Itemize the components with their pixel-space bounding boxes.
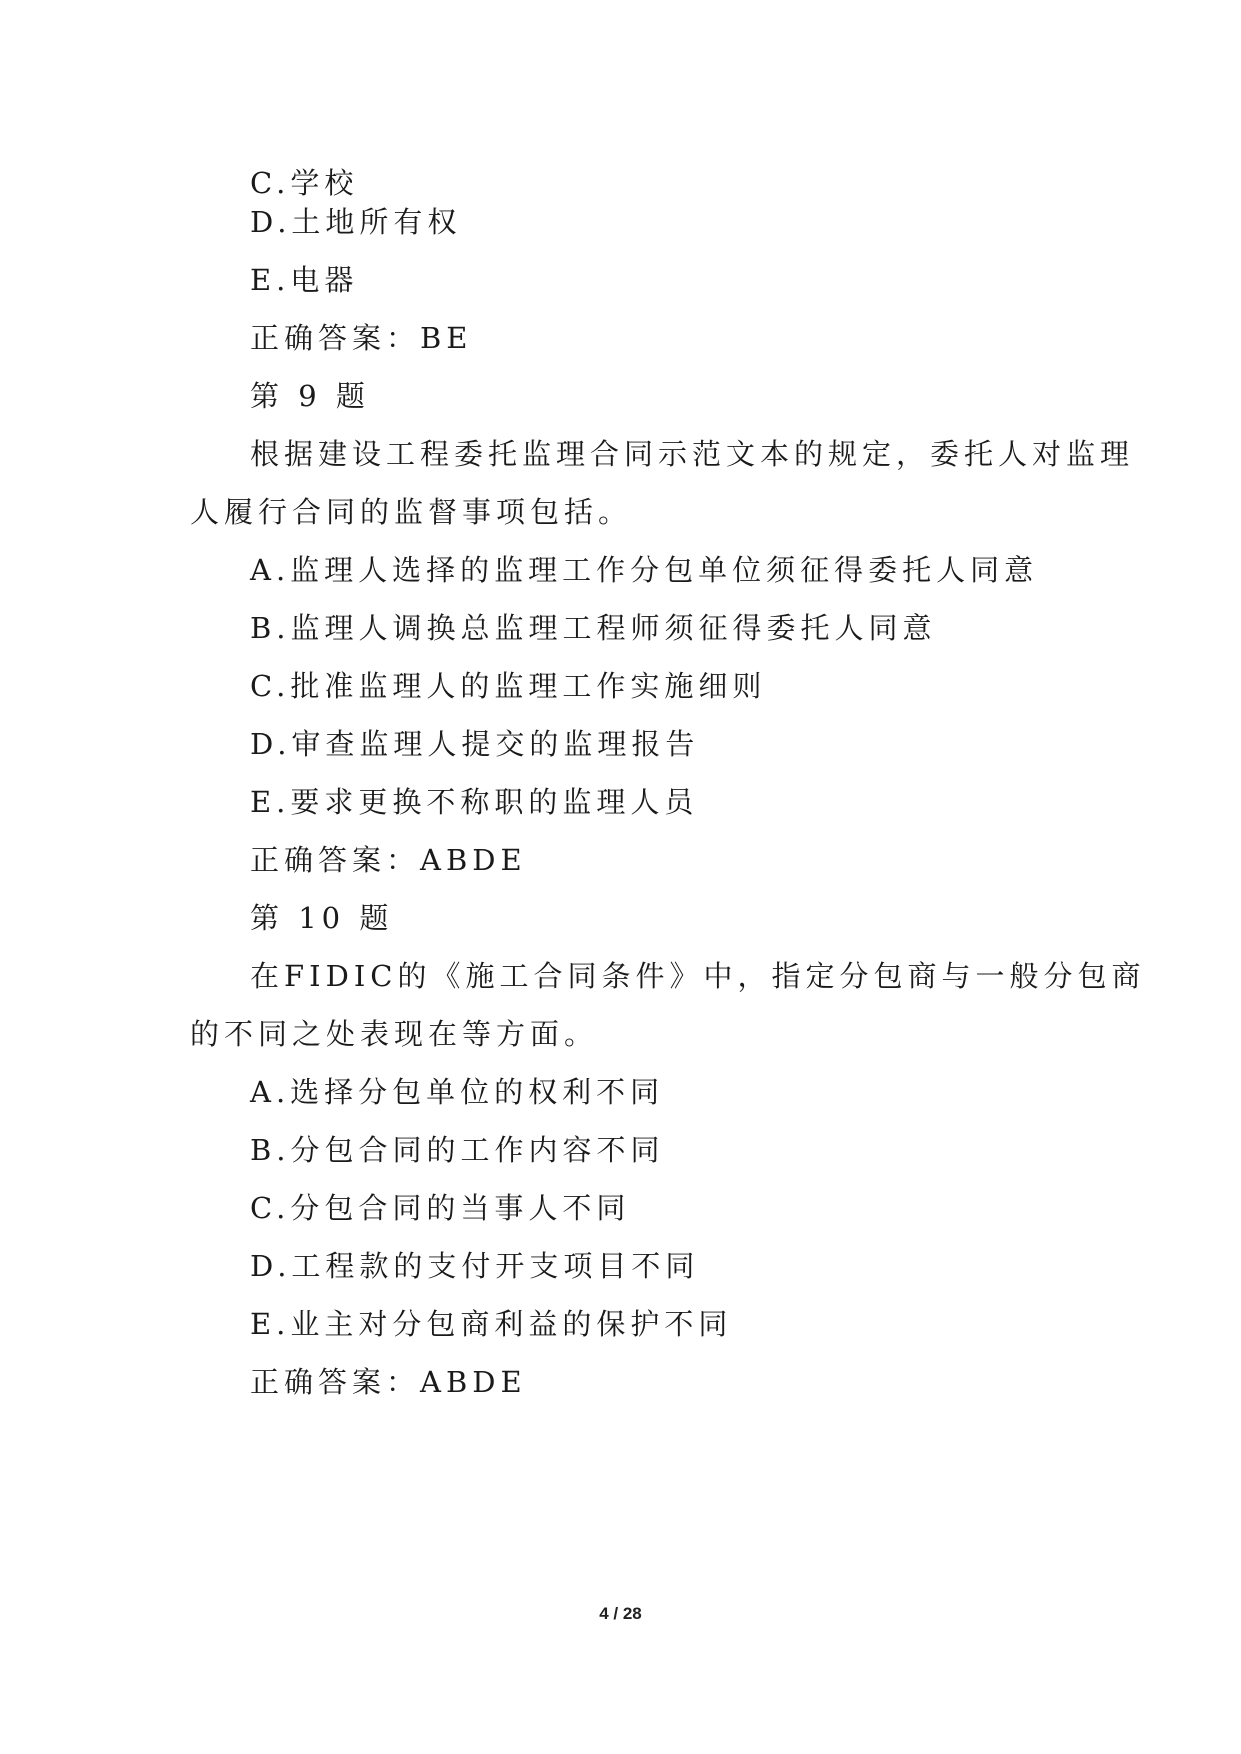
- option-a-q10: A.选择分包单位的权利不同: [250, 1075, 665, 1109]
- option-c-q10: C.分包合同的当事人不同: [250, 1191, 631, 1225]
- answer-q10: 正确答案：ABDE: [250, 1365, 527, 1399]
- question-10-text-line-2: 的不同之处表现在等方面。: [190, 1017, 599, 1051]
- option-e-q8: E.电器: [250, 263, 359, 297]
- option-d-q9: D.审查监理人提交的监理报告: [250, 727, 700, 761]
- answer-q8: 正确答案：BE: [250, 321, 473, 355]
- option-d-q8: D.土地所有权: [250, 205, 462, 239]
- answer-q9: 正确答案：ABDE: [250, 843, 527, 877]
- question-9-heading: 第 9 题: [250, 379, 370, 413]
- option-a-q9: A.监理人选择的监理工作分包单位须征得委托人同意: [250, 553, 1039, 587]
- option-c-q9: C.批准监理人的监理工作实施细则: [250, 669, 767, 703]
- question-10-text-line-1: 在FIDIC的《施工合同条件》中，指定分包商与一般分包商: [250, 959, 1146, 993]
- question-9-text-line-2: 人履行合同的监督事项包括。: [190, 495, 633, 529]
- question-9-text-line-1: 根据建设工程委托监理合同示范文本的规定，委托人对监理: [250, 437, 1135, 471]
- option-b-q10: B.分包合同的工作内容不同: [250, 1133, 665, 1167]
- option-b-q9: B.监理人调换总监理工程师须征得委托人同意: [250, 611, 937, 645]
- question-10-heading: 第 10 题: [250, 901, 394, 935]
- option-c-q8: C.学校: [250, 166, 359, 200]
- option-d-q10: D.工程款的支付开支项目不同: [250, 1249, 700, 1283]
- option-e-q9: E.要求更换不称职的监理人员: [250, 785, 699, 819]
- page-number: 4 / 28: [599, 1604, 642, 1623]
- option-e-q10: E.业主对分包商利益的保护不同: [250, 1307, 733, 1341]
